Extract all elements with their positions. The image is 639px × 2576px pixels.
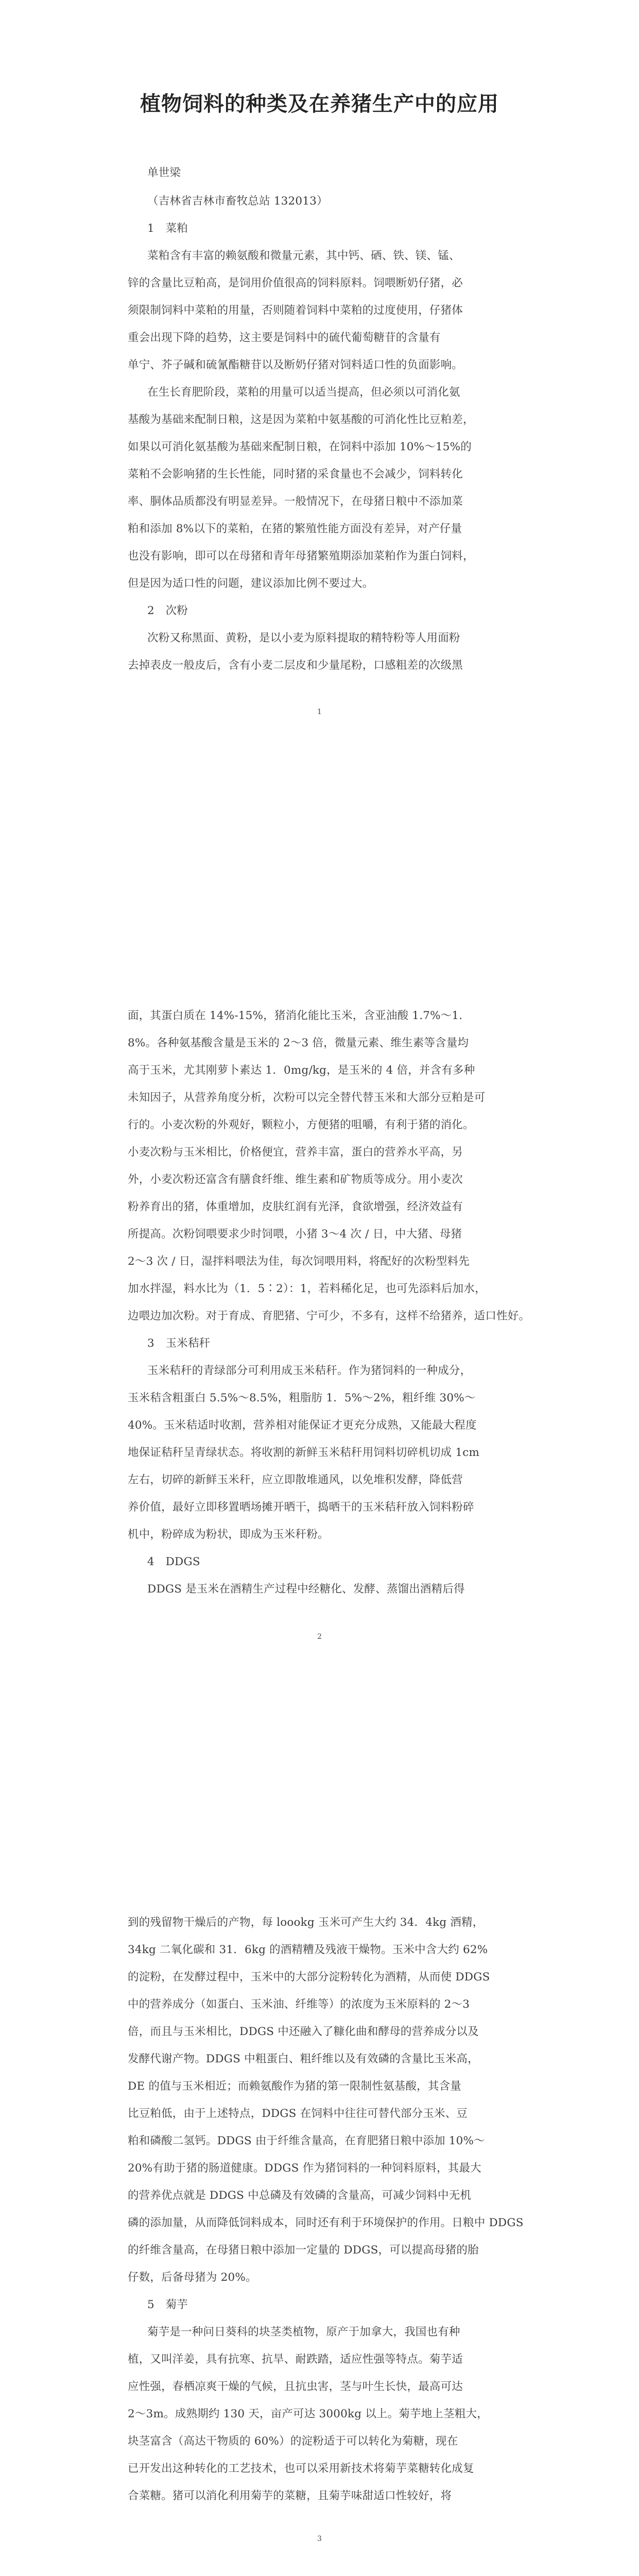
author: 单世梁: [147, 166, 181, 179]
section-heading: 3 玉米秸秆: [147, 1337, 211, 1350]
text-line: 的纤维含量高，在母猪日粮中添加一定量的 DDGS，可以提高母猪的胎: [128, 2244, 479, 2257]
text-line: 在生长育肥阶段，菜粕的用量可以适当提高，但必须以可消化氨: [147, 386, 460, 399]
text-line: DDGS 是玉米在酒精生产过程中经糖化、发酵、蒸馏出酒精后得: [147, 1583, 465, 1596]
text-line: 所提高。次粉饲喂要求少时饲喂，小猪 3～4 次 / 日，中大猪、母猪: [128, 1228, 462, 1241]
text-line: 菜粕含有丰富的赖氨酸和微量元素，其中钙、硒、铁、镁、锰、: [147, 249, 460, 262]
text-line: 左右，切碎的新鲜玉米秆，应立即散堆通风，以免堆积发酵，降低营: [128, 1473, 463, 1486]
page-3: [0, 1807, 639, 2576]
section-heading: 4 DDGS: [147, 1555, 200, 1568]
text-line: 须限制饲料中菜粕的用量，否则随着饲料中菜粕的过度使用，仔猪体: [128, 304, 463, 317]
text-line: 块茎富含（高达干物质的 60%）的淀粉适于可以转化为菊糖，现在: [128, 2435, 458, 2448]
text-line: 8%。各种氨基酸含量是玉米的 2～3 倍，微量元素、维生素等含量均: [128, 1037, 469, 1049]
text-line: 高于玉米，尤其刚萝卜素达 1．0mg/kg，是玉米的 4 倍，并含有多种: [128, 1064, 475, 1077]
text-line: 基酸为基础来配制日粮，这是因为菜粕中氨基酸的可消化性比豆粕差，: [128, 413, 474, 426]
text-line: 行的。小麦次粉的外观好，颗粒小，方便猪的咀嚼，有利于猪的消化。: [128, 1118, 474, 1131]
text-line: 发酵代谢产物。DDGS 中粗蛋白、粗纤维以及有效磷的含量比玉米高，: [128, 2053, 479, 2065]
text-line: DE 的值与玉米相近；而赖氨酸作为猪的第一限制性氨基酸，其含量: [128, 2080, 461, 2093]
text-line: 的营养优点就是 DDGS 中总磷及有效磷的含量高，可减少饲料中无机: [128, 2189, 472, 2202]
text-line: 但是因为适口性的问题，建议添加比例不要过大。: [128, 577, 374, 590]
text-line: 2～3m。成熟期约 130 天，亩产可达 3000kg 以上。菊芋地上茎粗大，: [128, 2408, 488, 2420]
text-line: 外，小麦次粉还富含有膳食纤维、维生素和矿物质等成分。用小麦次: [128, 1173, 463, 1186]
text-line: 也没有影响，即可以在母猪和青年母猪繁殖期添加菜粕作为蛋白饲料，: [128, 550, 474, 563]
text-line: 已开发出这种转化的工艺技术，也可以采用新技术将菊芋菜糖转化成复: [128, 2462, 474, 2475]
text-line: 如果以可消化氨基酸为基础来配制日粮，在饲料中添加 10%～15%的: [128, 440, 472, 453]
text-line: 倍，而且与玉米相比，DDGS 中还融入了糠化曲和酵母的营养成分以及: [128, 2025, 479, 2038]
text-line: 仔数，后备母猪为 20%。: [128, 2271, 257, 2284]
document-title: 植物饲料的种类及在养猪生产中的应用: [140, 92, 499, 116]
text-line: 小麦次粉与玉米相比，价格便宜，营养丰富，蛋白的营养水平高，另: [128, 1146, 463, 1159]
text-line: 玉米秸秆的青绿部分可利用成玉米秸秆。作为猪饲料的一种成分，: [147, 1364, 472, 1377]
text-line: 去掉表皮一般皮后，含有小麦二层皮和少量尾粉，口感粗差的次级黑: [128, 659, 463, 672]
text-line: 单宁、芥子碱和硫氰酯糖苷以及断奶仔猪对饲料适口性的负面影响。: [128, 359, 463, 371]
text-line: 到的残留物干燥后的产物，每 loookg 玉米可产生大约 34．4kg 酒精，: [128, 1916, 484, 1929]
page-1: [0, 0, 639, 904]
text-line: 合菜糖。猪可以消化利用菊芋的菜糖，且菊芋味甜适口性较好，将: [128, 2489, 452, 2502]
text-line: 重会出现下降的趋势，这主要是饲料中的硫代葡萄糖苷的含量有: [128, 331, 441, 344]
affiliation: （吉林省吉林市畜牧总站 132013）: [147, 195, 328, 208]
text-line: 菊芋是一种问日葵科的块茎类植物，原产于加拿大，我国也有种: [147, 2326, 460, 2338]
text-line: 边喂边加次粉。对于育成、育肥猪、宁可少，不多有，这样不给猪养，适口性好。: [128, 1310, 530, 1323]
page-number: 3: [317, 2535, 322, 2543]
text-line: 地保证秸秆呈青绿状态。将收割的新鲜玉米秸秆用饲料切碎机切成 1cm: [128, 1446, 480, 1459]
text-line: 锌的含量比豆粕高，是饲用价值很高的饲料原料。饲喂断奶仔猪，必: [128, 277, 463, 290]
text-line: 面，其蛋白质在 14%-15%，猪消化能比玉米，含亚油酸 1.7%～1.: [128, 1009, 463, 1022]
text-line: 加水拌湿，料水比为（1．5∶2）：1，若料稀化足，也可先添料后加水，: [128, 1282, 486, 1295]
text-line: 未知因子，从营养角度分析，次粉可以完全替代替玉米和大部分豆粕是可: [128, 1091, 486, 1104]
text-line: 菜粕不会影响猪的生长性能，同时猪的采食量也不会减少，饲料转化: [128, 468, 463, 481]
text-line: 磷的添加量，从而降低饲料成本，同时还有利于环境保护的作用。日粮中 DDGS: [128, 2216, 524, 2229]
text-line: 玉米秸含粗蛋白 5.5%～8.5%，粗脂肪 1．5%～2%，粗纤维 30%～: [128, 1392, 476, 1404]
section-heading: 2 次粉: [147, 604, 188, 617]
text-line: 2～3 次 / 日，湿拌料喂法为佳，每次饲喂用料，将配好的次粉型料先: [128, 1255, 470, 1268]
page-2: [0, 904, 639, 1807]
text-line: 34kg 二氧化碳和 31．6kg 的酒精糟及残液干燥物。玉米中含大约 62%: [128, 1943, 488, 1956]
section-heading: 5 菊芋: [147, 2298, 188, 2311]
text-line: 率、胴体品质都没有明显差异。一般情况下，在母猪日粮中不添加菜: [128, 495, 463, 508]
page-number: 2: [317, 1633, 322, 1641]
section-heading: 1 菜粕: [147, 222, 188, 235]
text-line: 40%。玉米秸适时收割，营养相对能保证才更充分成熟，又能最大程度: [128, 1419, 477, 1432]
text-line: 次粉又称黑面、黄粉，是以小麦为原料提取的精特粉等人用面粉: [147, 632, 460, 645]
text-line: 粕和添加 8%以下的菜粕，在猪的繁殖性能方面没有差异，对产仔量: [128, 522, 462, 535]
text-line: 中的营养成分（如蛋白、玉米油、纤维等）的浓度为玉米原料的 2～3: [128, 1998, 470, 2011]
text-line: 粕和磷酸二氢钙。DDGS 由于纤维含量高，在育肥猪日粮中添加 10%～: [128, 2134, 485, 2147]
text-line: 的淀粉，在发酵过程中，玉米中的大部分淀粉转化为酒精，从而使 DDGS: [128, 1971, 490, 1984]
text-line: 比豆粕低，由于上述特点，DDGS 在饲料中往往可替代部分玉米、豆: [128, 2107, 468, 2120]
text-line: 植，又叫洋姜，具有抗寒、抗旱、耐跌踏，适应性强等特点。菊芋适: [128, 2353, 463, 2366]
text-line: 养价值，最好立即移置晒场摊开晒干，捣晒干的玉米秸秆放入饲料粉碎: [128, 1501, 474, 1514]
page-number: 1: [317, 708, 322, 716]
text-line: 应性强，春栖凉爽干燥的气候，且抗虫害，茎与叶生长快，最高可达: [128, 2380, 463, 2393]
text-line: 机中，粉碎成为粉状，即成为玉米秆粉。: [128, 1528, 329, 1541]
text-line: 粉养育出的猪，体重增加，皮肤红润有光泽，食欲增强，经济效益有: [128, 1200, 463, 1213]
text-line: 20%有助于猪的肠道健康。DDGS 作为猪饲料的一种饲料原料，其最大: [128, 2162, 481, 2175]
